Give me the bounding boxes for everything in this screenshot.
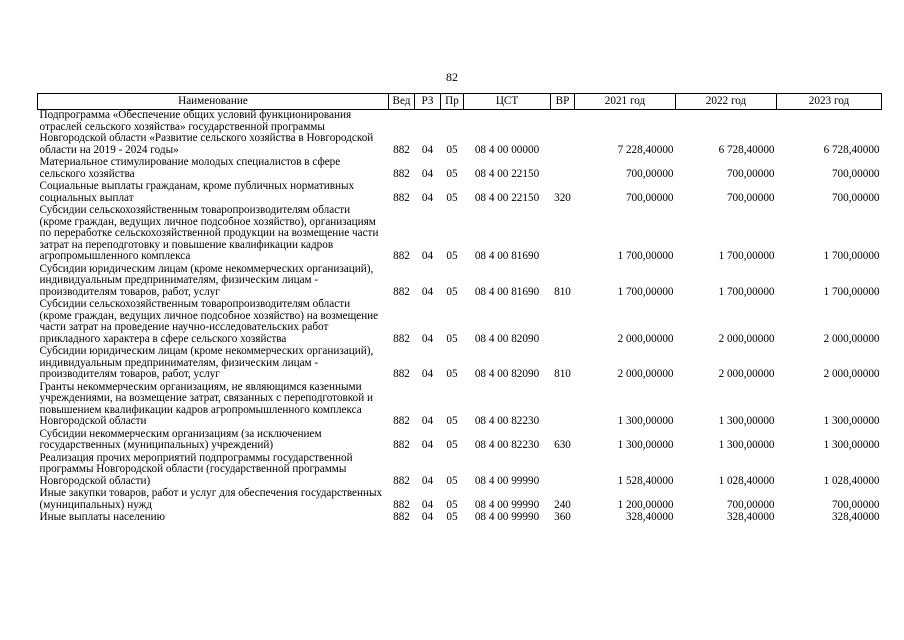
table-row — [38, 429, 882, 453]
page-number: 82 — [446, 70, 458, 84]
table-row — [38, 181, 882, 205]
row-cst: 08 4 00 00000 — [474, 143, 540, 156]
row-vr — [551, 110, 575, 158]
header-pr: Пр — [441, 94, 464, 110]
row-2023: 6 728,40000 — [823, 143, 880, 156]
row-cst: 08 4 00 82090 — [474, 368, 540, 380]
table-row — [38, 205, 882, 264]
row-pr: 05 — [446, 498, 458, 511]
row-vr — [551, 157, 575, 181]
row-cst: 08 4 00 22150 — [474, 167, 540, 180]
row-2021: 700,00000 — [625, 191, 674, 204]
table-row — [38, 299, 882, 346]
row-vr — [551, 205, 575, 264]
table-row — [38, 488, 882, 512]
row-2022: 6 728,40000 — [718, 143, 775, 156]
table-row — [38, 157, 882, 181]
row-rz: 04 — [421, 143, 434, 156]
row-2022: 700,00000 — [726, 498, 775, 511]
row-2022: 700,00000 — [726, 167, 775, 180]
row-rz: 04 — [421, 474, 434, 487]
row-name: Реализация прочих мероприятий подпрограммы государственной программы Новгородской области (государственной программы Новгородской области) — [39, 451, 353, 487]
row-name: Иные закупки товаров, работ и услуг для обеспечения государственных (муниципальных) нужд — [39, 487, 383, 511]
row-pr: 05 — [446, 439, 458, 451]
header-cst: ЦСТ — [464, 94, 551, 110]
row-vr — [551, 453, 575, 489]
row-2023: 328,40000 — [831, 511, 880, 523]
row-2023: 2 000,00000 — [823, 368, 880, 380]
table-row — [38, 264, 882, 300]
row-2023: 1 028,40000 — [823, 474, 880, 487]
row-2023: 1 700,00000 — [823, 250, 880, 262]
row-2022: 2 000,00000 — [718, 368, 775, 380]
table-row — [38, 110, 882, 158]
row-2023: 700,00000 — [831, 498, 880, 511]
row-rz: 04 — [421, 332, 434, 345]
header-rz: РЗ — [415, 94, 441, 110]
row-rz: 04 — [421, 285, 434, 298]
row-pr: 05 — [446, 415, 458, 427]
row-2022: 1 300,00000 — [718, 415, 775, 427]
row-pr: 05 — [446, 285, 458, 298]
row-name: Социальные выплаты гражданам, кроме публичных нормативных социальных выплат — [39, 180, 355, 204]
row-2022: 328,40000 — [726, 511, 775, 523]
row-rz: 04 — [421, 250, 434, 262]
row-2022: 1 028,40000 — [718, 474, 775, 487]
row-2022: 1 700,00000 — [718, 250, 775, 262]
row-pr: 05 — [446, 191, 458, 204]
row-name: Подпрограмма «Обеспечение общих условий функционирования отраслей сельского хозяйства» государственной программы Новгородской области «Развитие сельского хозяйства в Новгородской области на 2019 - 2024 годы» — [39, 109, 374, 156]
row-name: Материальное стимулирование молодых специалистов в сфере сельского хозяйства — [39, 156, 341, 180]
row-rz: 04 — [421, 439, 434, 451]
row-2021: 1 300,00000 — [617, 439, 674, 451]
header-vr: ВР — [551, 94, 575, 110]
row-2022: 1 300,00000 — [718, 439, 775, 451]
header-name: Наименование — [38, 94, 389, 110]
row-ved: 882 — [393, 332, 410, 345]
row-vr — [551, 382, 575, 429]
row-name: Субсидии сельскохозяйственным товаропроизводителям области (кроме граждан, ведущих личное подсобное хозяйство) на возмещение части затрат на проведение научно-исследовательских работ прикладного характера в сфере сельского хозяйства — [39, 298, 379, 345]
row-pr: 05 — [446, 332, 458, 345]
row-cst: 08 4 00 82230 — [474, 415, 540, 427]
table-row — [38, 453, 882, 489]
row-ved: 882 — [393, 285, 410, 298]
row-2022: 1 700,00000 — [718, 285, 775, 298]
row-vr: 810 — [554, 368, 571, 380]
row-ved: 882 — [393, 415, 410, 427]
row-2021: 7 228,40000 — [617, 143, 674, 156]
row-ved: 882 — [393, 167, 410, 180]
row-ved: 882 — [393, 474, 410, 487]
row-cst: 08 4 00 22150 — [474, 191, 540, 204]
row-cst: 08 4 00 82090 — [474, 332, 540, 345]
row-vr: 810 — [554, 285, 571, 298]
row-cst: 08 4 00 81690 — [474, 285, 540, 298]
row-2021: 1 200,00000 — [617, 498, 674, 511]
row-rz: 04 — [421, 498, 434, 511]
row-rz: 04 — [421, 167, 434, 180]
row-cst: 08 4 00 99990 — [474, 511, 540, 523]
table-row — [38, 512, 882, 525]
row-2021: 2 000,00000 — [617, 332, 674, 345]
row-ved: 882 — [393, 250, 410, 262]
row-2021: 2 000,00000 — [617, 368, 674, 380]
row-vr: 320 — [554, 191, 571, 204]
table-row — [38, 382, 882, 429]
row-name: Иные выплаты населению — [39, 511, 165, 523]
row-vr — [551, 299, 575, 346]
row-name: Субсидии юридическим лицам (кроме некоммерческих организаций), индивидуальным предпринимателям, физическим лицам - производителям товаров, работ, услуг — [39, 345, 374, 380]
table-row — [38, 346, 882, 382]
header-2022: 2022 год — [676, 94, 777, 110]
row-vr: 360 — [554, 511, 571, 523]
header-2023: 2023 год — [777, 94, 882, 110]
header-ved: Вед — [389, 94, 415, 110]
table-header-row — [38, 94, 882, 110]
budget-table — [37, 93, 882, 525]
row-cst: 08 4 00 82230 — [474, 439, 540, 451]
row-2023: 700,00000 — [831, 191, 880, 204]
row-2023: 1 300,00000 — [823, 415, 880, 427]
row-pr: 05 — [446, 511, 458, 523]
row-2021: 1 528,40000 — [617, 474, 674, 487]
row-name: Субсидии сельскохозяйственным товаропроизводителям области (кроме граждан, ведущих личное подсобное хозяйство), организациям по переработке сельскохозяйственной продукции на возмещение части затрат на переподготовку и повышение квалификации кадров агропромышленного комплекса — [39, 204, 379, 262]
row-2022: 700,00000 — [726, 191, 775, 204]
row-vr: 240 — [554, 498, 571, 511]
row-2021: 1 700,00000 — [617, 250, 674, 262]
row-pr: 05 — [446, 250, 458, 262]
row-cst: 08 4 00 81690 — [474, 250, 540, 262]
row-2021: 328,40000 — [625, 511, 674, 523]
row-ved: 882 — [393, 439, 410, 451]
row-rz: 04 — [421, 368, 434, 380]
row-pr: 05 — [446, 143, 458, 156]
row-ved: 882 — [393, 143, 410, 156]
row-ved: 882 — [393, 368, 410, 380]
row-name: Субсидии юридическим лицам (кроме некоммерческих организаций), индивидуальным предпринимателям, физическим лицам - производителям товаров, работ, услуг — [39, 262, 374, 298]
row-2021: 1 700,00000 — [617, 285, 674, 298]
row-ved: 882 — [393, 498, 410, 511]
row-rz: 04 — [421, 415, 434, 427]
row-name: Субсидии некоммерческим организациям (за исключением государственных (муниципальных) учреждений) — [39, 427, 322, 451]
row-2022: 2 000,00000 — [718, 332, 775, 345]
row-rz: 04 — [421, 191, 434, 204]
row-cst: 08 4 00 99990 — [474, 474, 540, 487]
row-2023: 700,00000 — [831, 167, 880, 180]
row-pr: 05 — [446, 167, 458, 180]
row-pr: 05 — [446, 474, 458, 487]
row-2023: 1 300,00000 — [823, 439, 880, 451]
row-2021: 700,00000 — [625, 167, 674, 180]
row-vr: 630 — [554, 439, 571, 451]
header-2021: 2021 год — [575, 94, 676, 110]
row-2021: 1 300,00000 — [617, 415, 674, 427]
row-ved: 882 — [393, 191, 410, 204]
row-cst: 08 4 00 99990 — [474, 498, 540, 511]
row-2023: 1 700,00000 — [823, 285, 880, 298]
row-name: Гранты некоммерческим организациям, не являющимся казенными учреждениями, на возмещение затрат, связанных с переподготовкой и повышением квалификации кадров агропромышленного комплекса Новгородской области — [39, 380, 373, 427]
row-ved: 882 — [393, 511, 410, 523]
row-2023: 2 000,00000 — [823, 332, 880, 345]
row-rz: 04 — [421, 511, 434, 523]
row-pr: 05 — [446, 368, 458, 380]
